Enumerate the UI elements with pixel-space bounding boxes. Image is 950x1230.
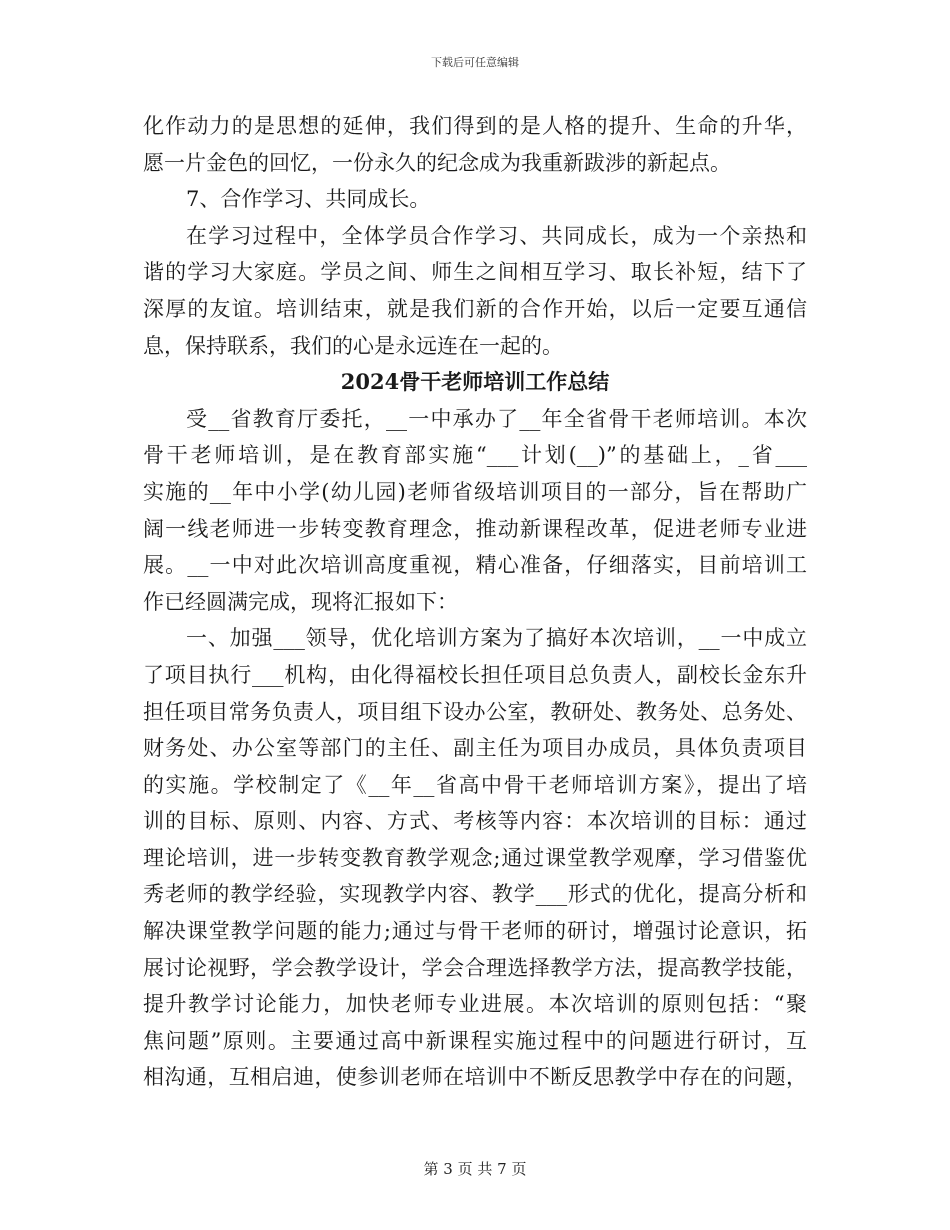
paragraph-line: 担任项目常务负责人，项目组下设办公室，教研处、教务处、总务处、 — [143, 699, 807, 724]
page-number: 第 3 页 共 7 页 — [423, 1160, 527, 1178]
paragraph-line: 提升教学讨论能力，加快老师专业进展。本次培训的原则包括：“聚 — [143, 992, 807, 1017]
paragraph-line: 愿一片金色的回忆，一份永久的纪念成为我重新跋涉的新起点。 — [143, 150, 731, 175]
paragraph-line: 的实施。学校制定了《__年__省高中骨干老师培训方案》，提出了培 — [143, 772, 807, 797]
paragraph-line: 实施的__年中小学(幼儿园)老师省级培训项目的一部分，旨在帮助广 — [143, 479, 807, 504]
paragraph-line: 展讨论视野，学会教学设计，学会合理选择教学方法，提高教学技能， — [143, 955, 807, 980]
paragraph-line: 骨干老师培训，是在教育部实施“___计划(__)”的基础上，_省___ — [143, 443, 807, 468]
document-title: 2024骨干老师培训工作总结 — [340, 369, 610, 395]
paragraph-line: 化作动力的是思想的延伸，我们得到的是人格的提升、生命的升华， — [143, 114, 807, 138]
paragraph-line: 理论培训，进一步转变教育教学观念;通过课堂教学观摩，学习借鉴优 — [143, 845, 807, 870]
paragraph-line: 一、加强___领导，优化培训方案为了搞好本次培训，__一中成立 — [186, 626, 807, 651]
paragraph-line: 深厚的友谊。培训结束，就是我们新的合作开始，以后一定要互通信 — [143, 296, 807, 321]
page-header-note: 下载后可任意编辑 — [431, 56, 519, 69]
paragraph-line: 受__省教育厅委托，__一中承办了__年全省骨干老师培训。本次 — [186, 406, 807, 431]
paragraph-line: 相沟通，互相启迪，使参训老师在培训中不断反思教学中存在的问题， — [143, 1065, 807, 1090]
paragraph-line: 解决课堂教学问题的能力;通过与骨干老师的研讨，增强讨论意识，拓 — [143, 919, 807, 944]
paragraph-line: 谐的学习大家庭。学员之间、师生之间相互学习、取长补短，结下了 — [143, 260, 807, 285]
paragraph-line: 财务处、办公室等部门的主任、副主任为项目办成员，具体负责项目 — [143, 736, 807, 761]
section-heading-7: 7、合作学习、共同成长。 — [186, 187, 431, 212]
paragraph-line: 息，保持联系，我们的心是永远连在一起的。 — [143, 333, 563, 358]
paragraph-line: 作已经圆满完成，现将汇报如下： — [143, 589, 458, 614]
document-body — [143, 108, 807, 1096]
paragraph-line: 在学习过程中，全体学员合作学习、共同成长，成为一个亲热和 — [186, 223, 807, 248]
paragraph-line: 秀老师的教学经验，实现教学内容、教学___形式的优化，提高分析和 — [143, 882, 807, 907]
paragraph-line: 阔一线老师进一步转变教育理念，推动新课程改革，促进老师专业进 — [143, 516, 807, 541]
paragraph-line: 焦问题”原则。主要通过高中新课程实施过程中的问题进行研讨，互 — [143, 1028, 807, 1053]
paragraph-line: 了项目执行___机构，由化得福校长担任项目总负责人，副校长金东升 — [143, 662, 807, 687]
paragraph-line: 展。__一中对此次培训高度重视，精心准备，仔细落实，目前培训工 — [143, 553, 807, 578]
paragraph-line: 训的目标、原则、内容、方式、考核等内容：本次培训的目标：通过 — [143, 809, 807, 834]
